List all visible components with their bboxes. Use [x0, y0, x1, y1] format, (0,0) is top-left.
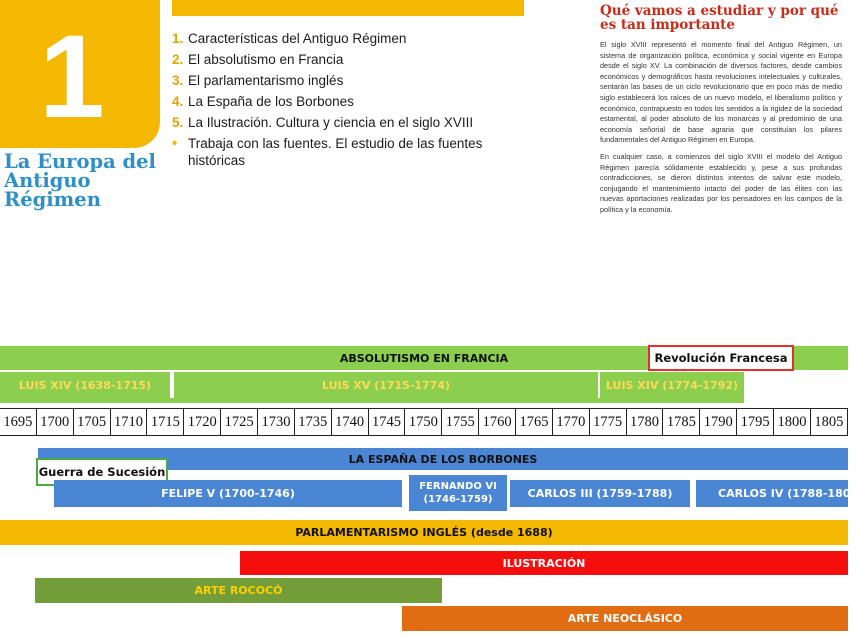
intro-text: [600, 40, 842, 222]
year-tick-label: 1720: [184, 409, 221, 435]
ilustracion-bar: ILUSTRACIÓN: [240, 551, 848, 575]
year-tick-label: 1735: [295, 409, 332, 435]
parlamentarismo-bar: PARLAMENTARISMO INGLÉS (desde 1688): [0, 520, 848, 545]
year-tick-label: 1730: [258, 409, 295, 435]
luis-xvi-bar: LUIS XIV (1774-1792): [600, 372, 744, 398]
chapter-title: La Europa del Antiguo Régimen: [4, 150, 156, 211]
carlos-iii-bar: CARLOS III (1759-1788): [510, 480, 690, 507]
carlos-iv-bar: CARLOS IV (1788-1808): [696, 480, 848, 507]
year-tick-label: 1740: [332, 409, 369, 435]
year-tick-label: 1725: [221, 409, 258, 435]
toc-item[interactable]: 3. El parlamentarismo inglés: [172, 73, 344, 88]
fernando-vi-years: (1746-1759): [423, 494, 493, 505]
year-tick-label: 1760: [479, 409, 516, 435]
toc-item[interactable]: 2. El absolutismo en Francia: [172, 52, 344, 67]
felipe-v-bar: FELIPE V (1700-1746): [54, 480, 402, 507]
year-tick-label: 1745: [369, 409, 406, 435]
fernando-vi-bar: [409, 475, 507, 511]
absolutismo-bar: ABSOLUTISMO EN FRANCIA: [0, 346, 848, 370]
toc-header-band: [172, 0, 524, 16]
year-tick-label: 1800: [774, 409, 811, 435]
year-tick-label: 1715: [147, 409, 184, 435]
year-tick-label: 1695: [0, 409, 37, 435]
table-of-contents: [172, 30, 492, 173]
toc-item[interactable]: • Trabaja con las fuentes. El estudio de las fuentes históricas: [172, 135, 483, 168]
toc-item[interactable]: 4. La España de los Borbones: [172, 94, 354, 109]
intro-paragraph: En cualquier caso, a comienzos del siglo XVIII el modelo del Antiguo Régimen parecía sólidamente establecido y, pese a sus profundas contradicciones, se dieron distintos intentos de salvar este modelo, conjugando el mantenimiento intacto del poder de las élites con las nuevas aportaciones realizadas por los pensadores en los campos de la política y la economía.: [600, 151, 842, 214]
year-tick-label: 1755: [442, 409, 479, 435]
year-tick-label: 1805: [811, 409, 848, 435]
year-tick-label: 1710: [111, 409, 148, 435]
intro-paragraph: El siglo XVIII representó el momento final del Antiguo Régimen, un sistema de organización política, económica y social vigente en Europa desde el siglo XV. La combinación de diversos factores, desde cambios económicos y demográficos hasta revoluciones intelectuales y culturales, sentarán las bases de un ciclo revolucionario que en poco más de medio siglo establecerá los raíces de un nuevo modelo, el liberalismo político y económico, contrapuesto en todos los sentidos a la rigidez de la sociedad estamental, al poder absoluto de los monarcas y al predominio de una economía señorial de base agraria que constituían los pilares fundamentales del Antiguo Régimen en Europa.: [600, 40, 842, 145]
rococo-bar: ARTE ROCOCÓ: [35, 578, 442, 603]
year-tick-label: 1700: [37, 409, 74, 435]
toc-item[interactable]: 5. La Ilustración. Cultura y ciencia en el siglo XVIII: [172, 115, 474, 130]
chapter-number: 1: [39, 11, 105, 143]
year-tick-label: 1790: [700, 409, 737, 435]
year-tick-label: 1750: [405, 409, 442, 435]
borbones-bar: LA ESPAÑA DE LOS BORBONES: [38, 448, 848, 470]
luis-xv-bar: LUIS XV (1715-1774): [174, 372, 598, 398]
intro-heading: Qué vamos a estudiar y por qué es tan importante: [600, 3, 839, 33]
year-tick-label: 1705: [74, 409, 111, 435]
year-ruler: [0, 408, 848, 436]
revolucion-francesa-label: Revolución Francesa: [648, 345, 794, 371]
year-tick-label: 1780: [627, 409, 664, 435]
year-tick-label: 1785: [663, 409, 700, 435]
luis-xiv-bar: LUIS XIV (1638-1715): [0, 372, 170, 398]
fernando-vi-name: FERNANDO VI: [419, 481, 497, 492]
year-tick-label: 1765: [516, 409, 553, 435]
guerra-sucesion-label: Guerra de Sucesión: [36, 458, 168, 486]
neoclasico-bar: ARTE NEOCLÁSICO: [402, 606, 848, 631]
year-tick-label: 1775: [590, 409, 627, 435]
year-tick-label: 1795: [737, 409, 774, 435]
toc-item[interactable]: 1. Características del Antiguo Régimen: [172, 31, 407, 46]
year-tick-label: 1770: [553, 409, 590, 435]
absolutismo-underline: [0, 398, 744, 403]
